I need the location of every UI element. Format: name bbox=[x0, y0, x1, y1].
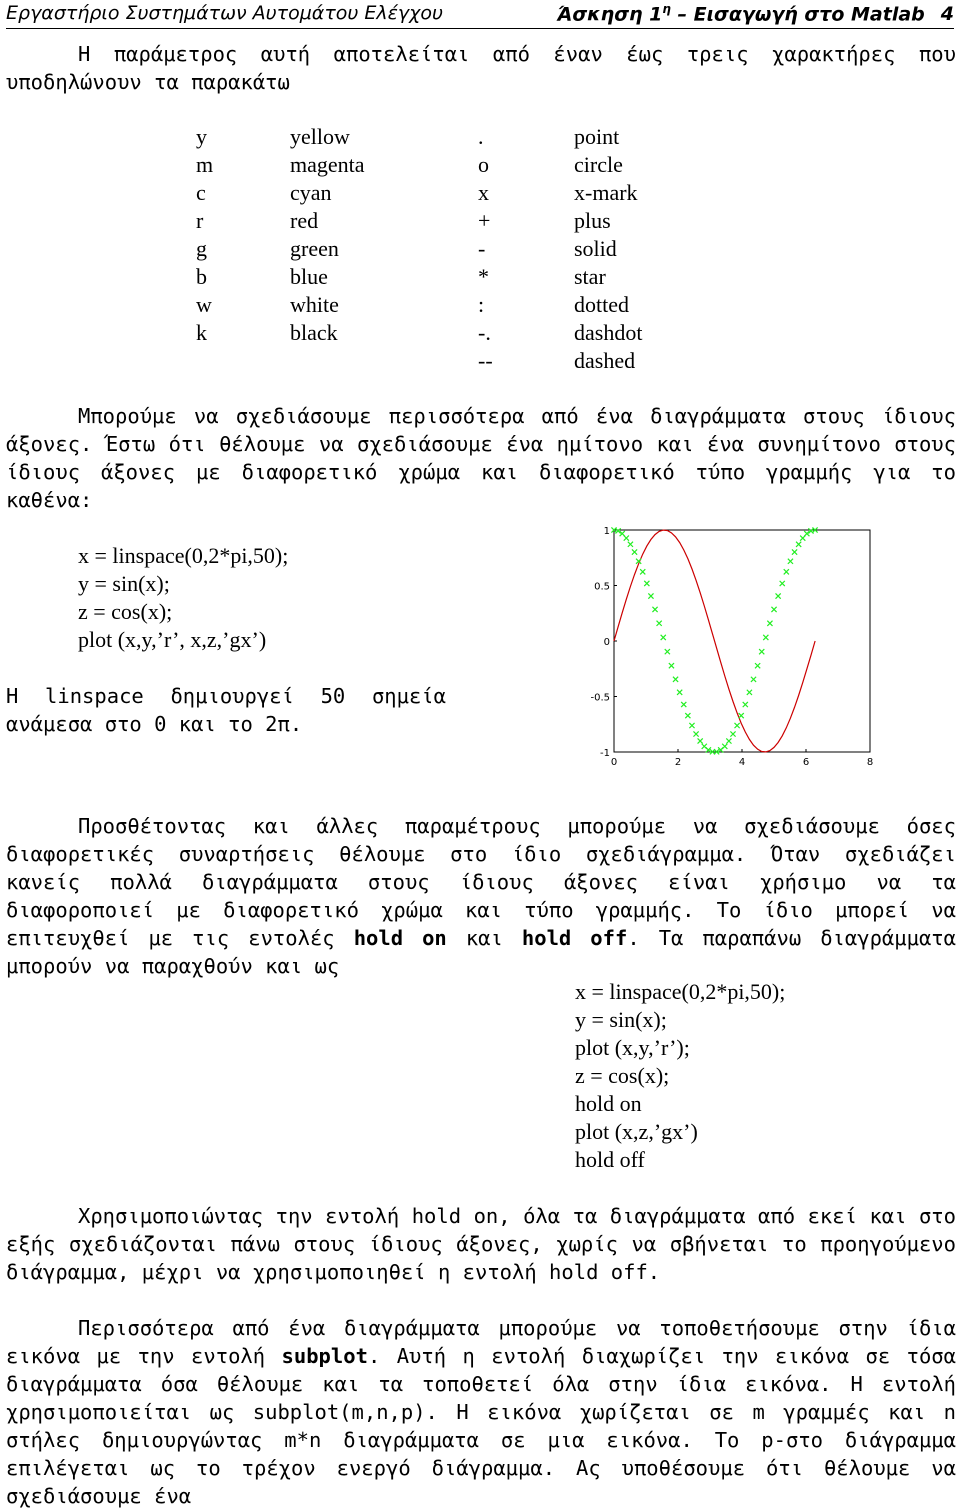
style-name: circle bbox=[574, 152, 623, 177]
hold-text-a: Προσθέτοντας και άλλες παραμέτρους μπορούμε να σχεδιάσουμε όσες διαφορετικές συναρτήσεις θέλουμε στο ίδιο σχεδιάγραμμα. Όταν σχεδιάζει κανείς πολλά διαγράμματα στους ίδιους άξονες είναι χρήσιμο να τα διαφοροποιεί με διαφορετικό χρώμα και τύπο γραμμής. Το ίδιο μπορεί να επιτευχθεί με τις εντολές bbox=[6, 814, 956, 950]
code-block-1 bbox=[78, 542, 288, 654]
linspace-note-text: Η linspace δημιουργεί 50 σημεία ανάμεσα στο 0 και το 2π. bbox=[6, 684, 446, 736]
code-line: z = cos(x); bbox=[78, 599, 173, 624]
intro-text: Η παράμετρος αυτή αποτελείται από έναν έως τρεις χαρακτήρες που υποδηλώνουν τα παρακάτω bbox=[6, 42, 956, 94]
intro-paragraph bbox=[6, 40, 956, 96]
style-symbol: . bbox=[478, 124, 484, 149]
color-code: r bbox=[196, 208, 204, 233]
style-symbol: -- bbox=[478, 348, 493, 373]
hold-paragraph bbox=[6, 812, 956, 980]
code-line: y = sin(x); bbox=[78, 571, 170, 596]
style-name: point bbox=[574, 124, 620, 149]
style-name: x-mark bbox=[574, 180, 638, 205]
style-symbol: * bbox=[478, 264, 489, 289]
hold-on-bold: hold on bbox=[353, 926, 447, 950]
style-name: dotted bbox=[574, 292, 629, 317]
style-symbol: o bbox=[478, 152, 489, 177]
sin-cos-chart bbox=[590, 522, 880, 774]
code-line: z = cos(x); bbox=[575, 1063, 670, 1088]
color-name: red bbox=[290, 208, 319, 233]
subplot-text-a: Περισσότερα από ένα διαγράμματα μπορούμε να τοποθετήσουμε στην ίδια εικόνα με την εντολή bbox=[6, 1316, 956, 1368]
style-name: plus bbox=[574, 208, 611, 233]
hold-text-mid: και bbox=[446, 926, 522, 950]
y-tick-label: -1 bbox=[600, 748, 610, 759]
x-tick-label: 6 bbox=[802, 757, 810, 768]
code-line: x = linspace(0,2*pi,50); bbox=[78, 543, 289, 568]
style-name: dashdot bbox=[574, 320, 643, 345]
code-line: plot (x,y,’r’); bbox=[575, 1035, 690, 1060]
code-line: plot (x,y,’r’, x,z,’gx’) bbox=[78, 627, 267, 652]
code-line: y = sin(x); bbox=[575, 1007, 667, 1032]
header-exercise-pre: Άσκηση 1 bbox=[557, 3, 663, 26]
plot-area bbox=[614, 530, 870, 752]
multiple-plots-paragraph bbox=[6, 402, 956, 514]
style-name: star bbox=[574, 264, 606, 289]
color-code: y bbox=[196, 124, 207, 149]
color-code: k bbox=[196, 320, 207, 345]
code-line: plot (x,z,’gx’) bbox=[575, 1119, 698, 1144]
color-code: b bbox=[196, 264, 207, 289]
y-tick-label: 0.5 bbox=[594, 581, 610, 593]
x-tick-label: 0 bbox=[610, 757, 618, 768]
multiple-plots-text: Μπορούμε να σχεδιάσουμε περισσότερα από ένα διαγράμματα στους ίδιους άξονες. Έστω ότι θέλουμε να σχεδιάσουμε ένα ημίτονο και ένα συνημίτονο στους ίδιους άξονες με διαφορετικό χρώμα και διαφορετικό τύπο γραμμής για το καθένα: bbox=[6, 404, 956, 512]
x-tick-label: 4 bbox=[738, 757, 746, 768]
code-block-2 bbox=[575, 978, 785, 1174]
header-exercise-post: – Εισαγωγή στο Matlab bbox=[670, 3, 925, 26]
header-exercise-title bbox=[557, 2, 954, 25]
y-tick-label: -0.5 bbox=[590, 692, 610, 704]
color-code: m bbox=[196, 152, 214, 177]
header-exercise-sup: η bbox=[662, 2, 671, 16]
linspace-note bbox=[6, 682, 446, 738]
style-symbol: x bbox=[478, 180, 489, 205]
x-tick-label: 2 bbox=[674, 757, 682, 768]
style-symbol: : bbox=[478, 292, 485, 317]
color-code: g bbox=[196, 236, 207, 261]
style-symbol: -. bbox=[478, 320, 491, 345]
page-header bbox=[6, 0, 954, 29]
y-tick-label: 1 bbox=[603, 526, 610, 537]
hold-on-explanation-text: Χρησιμοποιώντας την εντολή hold on, όλα τα διαγράμματα από εκεί και στο εξής σχεδιάζονται πάνω στους ίδιους άξονες, χωρίς να σβήνεται το προηγούμενο διάγραμμα, μέχρι να χρησιμοποιηθεί η εντολή hold off. bbox=[6, 1204, 956, 1284]
color-name: blue bbox=[290, 264, 328, 289]
color-name: yellow bbox=[290, 124, 350, 149]
subplot-bold: subplot bbox=[281, 1344, 368, 1368]
y-tick-label: 0 bbox=[603, 637, 610, 648]
x-tick-label: 8 bbox=[866, 757, 874, 768]
color-name: white bbox=[290, 292, 339, 317]
style-symbol: + bbox=[478, 208, 491, 233]
hold-off-bold: hold off bbox=[521, 926, 628, 950]
code-line: hold off bbox=[575, 1147, 645, 1172]
hold-text-c: . Τα παραπάνω διαγράμματα μπορούν να παραχθούν και ως bbox=[6, 926, 956, 978]
code-line: hold on bbox=[575, 1091, 642, 1116]
color-name: cyan bbox=[290, 180, 332, 205]
code-line: x = linspace(0,2*pi,50); bbox=[575, 979, 786, 1004]
color-code: w bbox=[196, 292, 212, 317]
color-name: green bbox=[290, 236, 339, 261]
page-number: 4 bbox=[940, 3, 954, 26]
hold-on-explanation bbox=[6, 1202, 956, 1286]
style-name: solid bbox=[574, 236, 617, 261]
style-name: dashed bbox=[574, 348, 636, 373]
color-code: c bbox=[196, 180, 206, 205]
style-symbol: - bbox=[478, 236, 486, 261]
color-name: magenta bbox=[290, 152, 365, 177]
color-name: black bbox=[290, 320, 338, 345]
subplot-paragraph bbox=[6, 1314, 956, 1510]
subplot-text-c: . Αυτή η εντολή διαχωρίζει την εικόνα σε τόσα διαγράμματα όσα θέλουμε και τα τοποθετεί όλα στην ίδια εικόνα. Η εντολή χρησιμοποιείται ως subplot(m,n,p). Η εικόνα χωρίζεται σε m γραμμές και n στήλες δημιουργώντας m*n διαγράμματα σε μια εικόνα. Το p-στο διάγραμμα επιλέγεται ως το τρέχον ενεργό διάγραμμα. Ας υποθέσουμε ότι θέλουμε να σχεδιάσουμε ένα bbox=[6, 1344, 956, 1508]
header-course-title: Εργαστήριο Συστημάτων Αυτομάτου Ελέγχου bbox=[6, 2, 444, 24]
